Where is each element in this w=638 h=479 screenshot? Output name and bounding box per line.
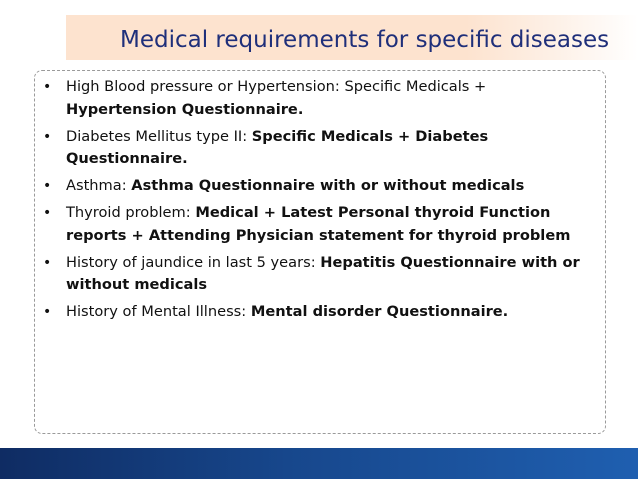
bullet-item-diabetes: [40, 126, 600, 171]
bullet-text: Asthma:: [66, 177, 132, 194]
bullet-bold-text: Asthma Questionnaire with or without medicals: [131, 177, 525, 194]
bullet-bold-text: Hypertension Questionnaire.: [66, 100, 304, 118]
footer-bar: [0, 448, 638, 479]
bullet-text: Diabetes Mellitus type II:: [66, 127, 252, 145]
bullet-bold-text: Hepatitis Questionnaire with or without medicals: [66, 253, 580, 293]
bullet-list: [40, 76, 600, 328]
bullet-icon: •: [43, 304, 52, 320]
slide-title: Medical requirements for specific diseases: [120, 27, 610, 53]
bullet-text: History of Mental Illness:: [66, 303, 251, 320]
bullet-icon: •: [43, 178, 52, 194]
bullet-item-jaundice: [40, 252, 600, 297]
bullet-icon: •: [43, 205, 52, 221]
bullet-text: History of jaundice in last 5 years:: [66, 253, 321, 271]
bullet-bold-text: Mental disorder Questionnaire.: [250, 303, 509, 320]
bullet-icon: •: [43, 254, 52, 271]
bullet-text: High Blood pressure or Hypertension: Specific Medicals +: [66, 78, 487, 95]
bullet-bold-text: Medical + Latest Personal thyroid Function reports + Attending Physician statement for thyroid problem: [66, 204, 571, 244]
bullet-icon: •: [43, 128, 52, 145]
bullet-bold-text: Specific Medicals + Diabetes Questionnaire.: [66, 127, 489, 167]
bullet-item-mental-illness: [40, 301, 600, 324]
bullet-icon: •: [43, 79, 52, 95]
bullet-item-thyroid: [40, 202, 600, 247]
bullet-text: Thyroid problem:: [66, 204, 196, 221]
bullet-item-asthma: [40, 175, 600, 198]
bullet-item-hypertension: [40, 76, 600, 121]
